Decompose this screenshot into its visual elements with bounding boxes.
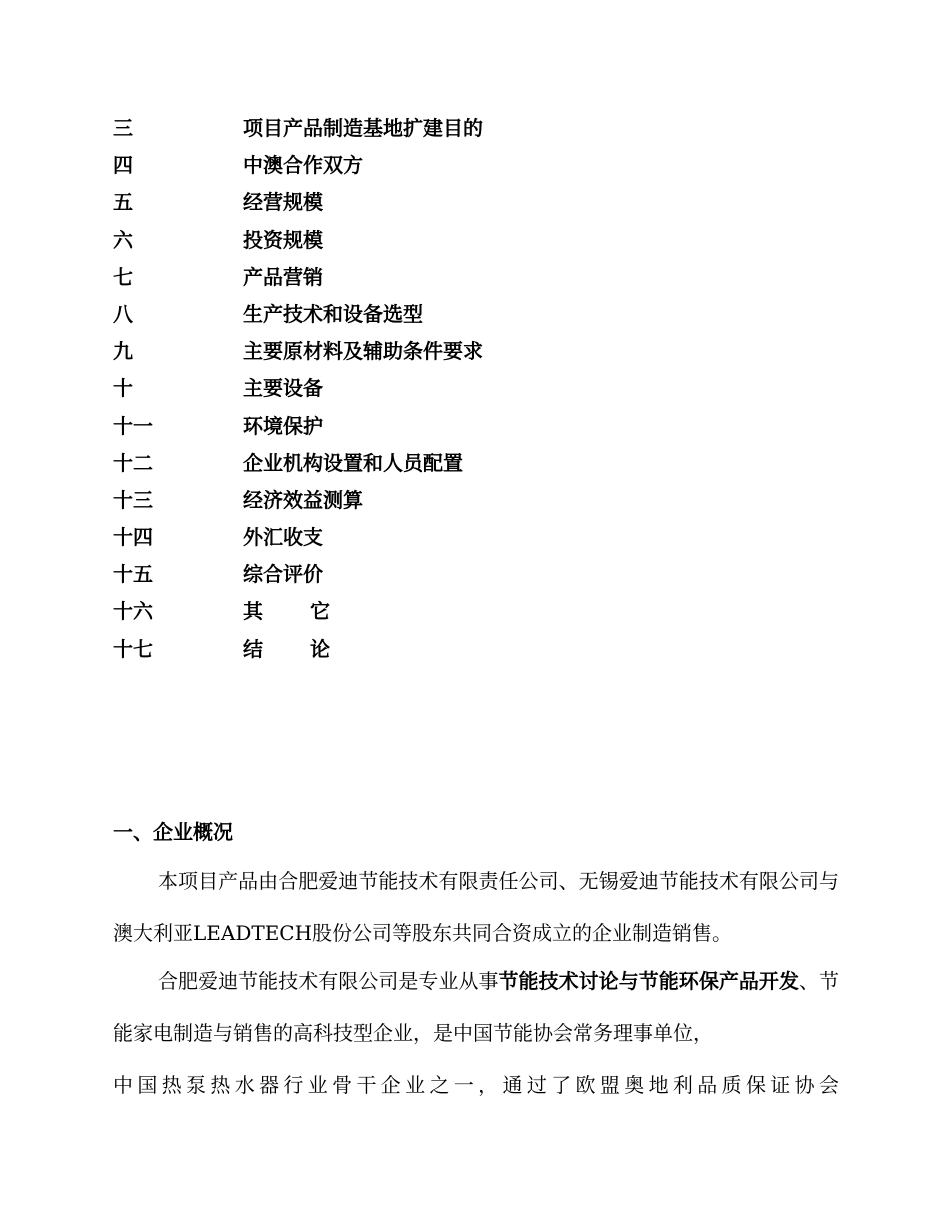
toc-item — [113, 519, 833, 556]
toc-item-number: 八 — [113, 301, 133, 326]
toc-item-number: 四 — [113, 153, 133, 178]
toc-item-number: 十五 — [113, 562, 153, 587]
toc-item-title: 综合评价 — [243, 562, 323, 587]
toc-item — [113, 296, 833, 333]
toc-item-title: 外汇收支 — [243, 525, 323, 550]
toc-item — [113, 408, 833, 445]
toc-item-title: 经济效益测算 — [243, 487, 363, 512]
toc-item — [113, 333, 833, 370]
paragraph — [113, 955, 839, 1111]
toc-item — [113, 370, 833, 407]
toc-item — [113, 593, 833, 630]
toc-item — [113, 445, 833, 482]
paragraph-text: 合肥爱迪节能技术有限公司是专业从事 — [158, 969, 499, 993]
toc-item-title: 项目产品制造基地扩建目的 — [243, 116, 483, 140]
toc-item — [113, 482, 833, 519]
toc-item-number: 十七 — [113, 636, 153, 661]
toc-item-title: 主要原材料及辅助条件要求 — [243, 339, 483, 364]
toc-item — [113, 222, 833, 259]
toc-item-title: 中澳合作双方 — [243, 153, 363, 178]
toc-item-title: 其它 — [243, 599, 377, 624]
paragraph-text: 中国热泵热水器行业骨干企业之一，通过了欧盟奥地利品质保证协会 — [113, 1073, 839, 1097]
toc-item-title: 经营规模 — [243, 190, 323, 215]
toc-item — [113, 147, 833, 184]
section-heading: 一、企业概况 — [113, 820, 233, 844]
toc-item — [113, 259, 833, 296]
paragraph — [113, 855, 839, 959]
toc-item-title: 生产技术和设备选型 — [243, 301, 423, 326]
toc-item-number: 十二 — [113, 450, 153, 475]
toc-item-title: 产品营销 — [243, 264, 323, 289]
toc-item-number: 九 — [113, 339, 133, 364]
highlighted-text: 节能技术讨论与节能环保产品开发 — [498, 969, 799, 993]
toc-item — [113, 184, 833, 221]
toc-item-number: 十三 — [113, 487, 153, 512]
toc-item-title: 投资规模 — [243, 227, 323, 252]
toc-item-number: 十 — [113, 376, 133, 401]
toc-item-number: 三 — [113, 116, 133, 140]
toc-item — [113, 556, 833, 593]
toc-item-number: 七 — [113, 264, 133, 289]
table-of-contents — [113, 110, 833, 668]
toc-item-title: 主要设备 — [243, 376, 323, 401]
toc-item-number: 十六 — [113, 599, 153, 624]
toc-item — [113, 631, 833, 668]
toc-item-title: 企业机构设置和人员配置 — [243, 450, 463, 475]
toc-item-number: 十一 — [113, 413, 153, 438]
paragraph-text: 、节能家电制造与销售的高科技型企业，是中国节能协会常务理事单位， — [113, 969, 840, 1045]
toc-item-number: 五 — [113, 190, 133, 215]
toc-item-number: 六 — [113, 227, 133, 252]
toc-item-number: 十四 — [113, 525, 153, 550]
toc-item-title: 环境保护 — [243, 413, 323, 438]
paragraph-text: 本项目产品由合肥爱迪节能技术有限责任公司、无锡爱迪节能技术有限公司与澳大利亚LEADTECH股份公司等股东共同合资成立的企业制造销售。 — [113, 869, 839, 945]
toc-item — [113, 110, 833, 147]
toc-item-title: 结论 — [243, 636, 377, 661]
